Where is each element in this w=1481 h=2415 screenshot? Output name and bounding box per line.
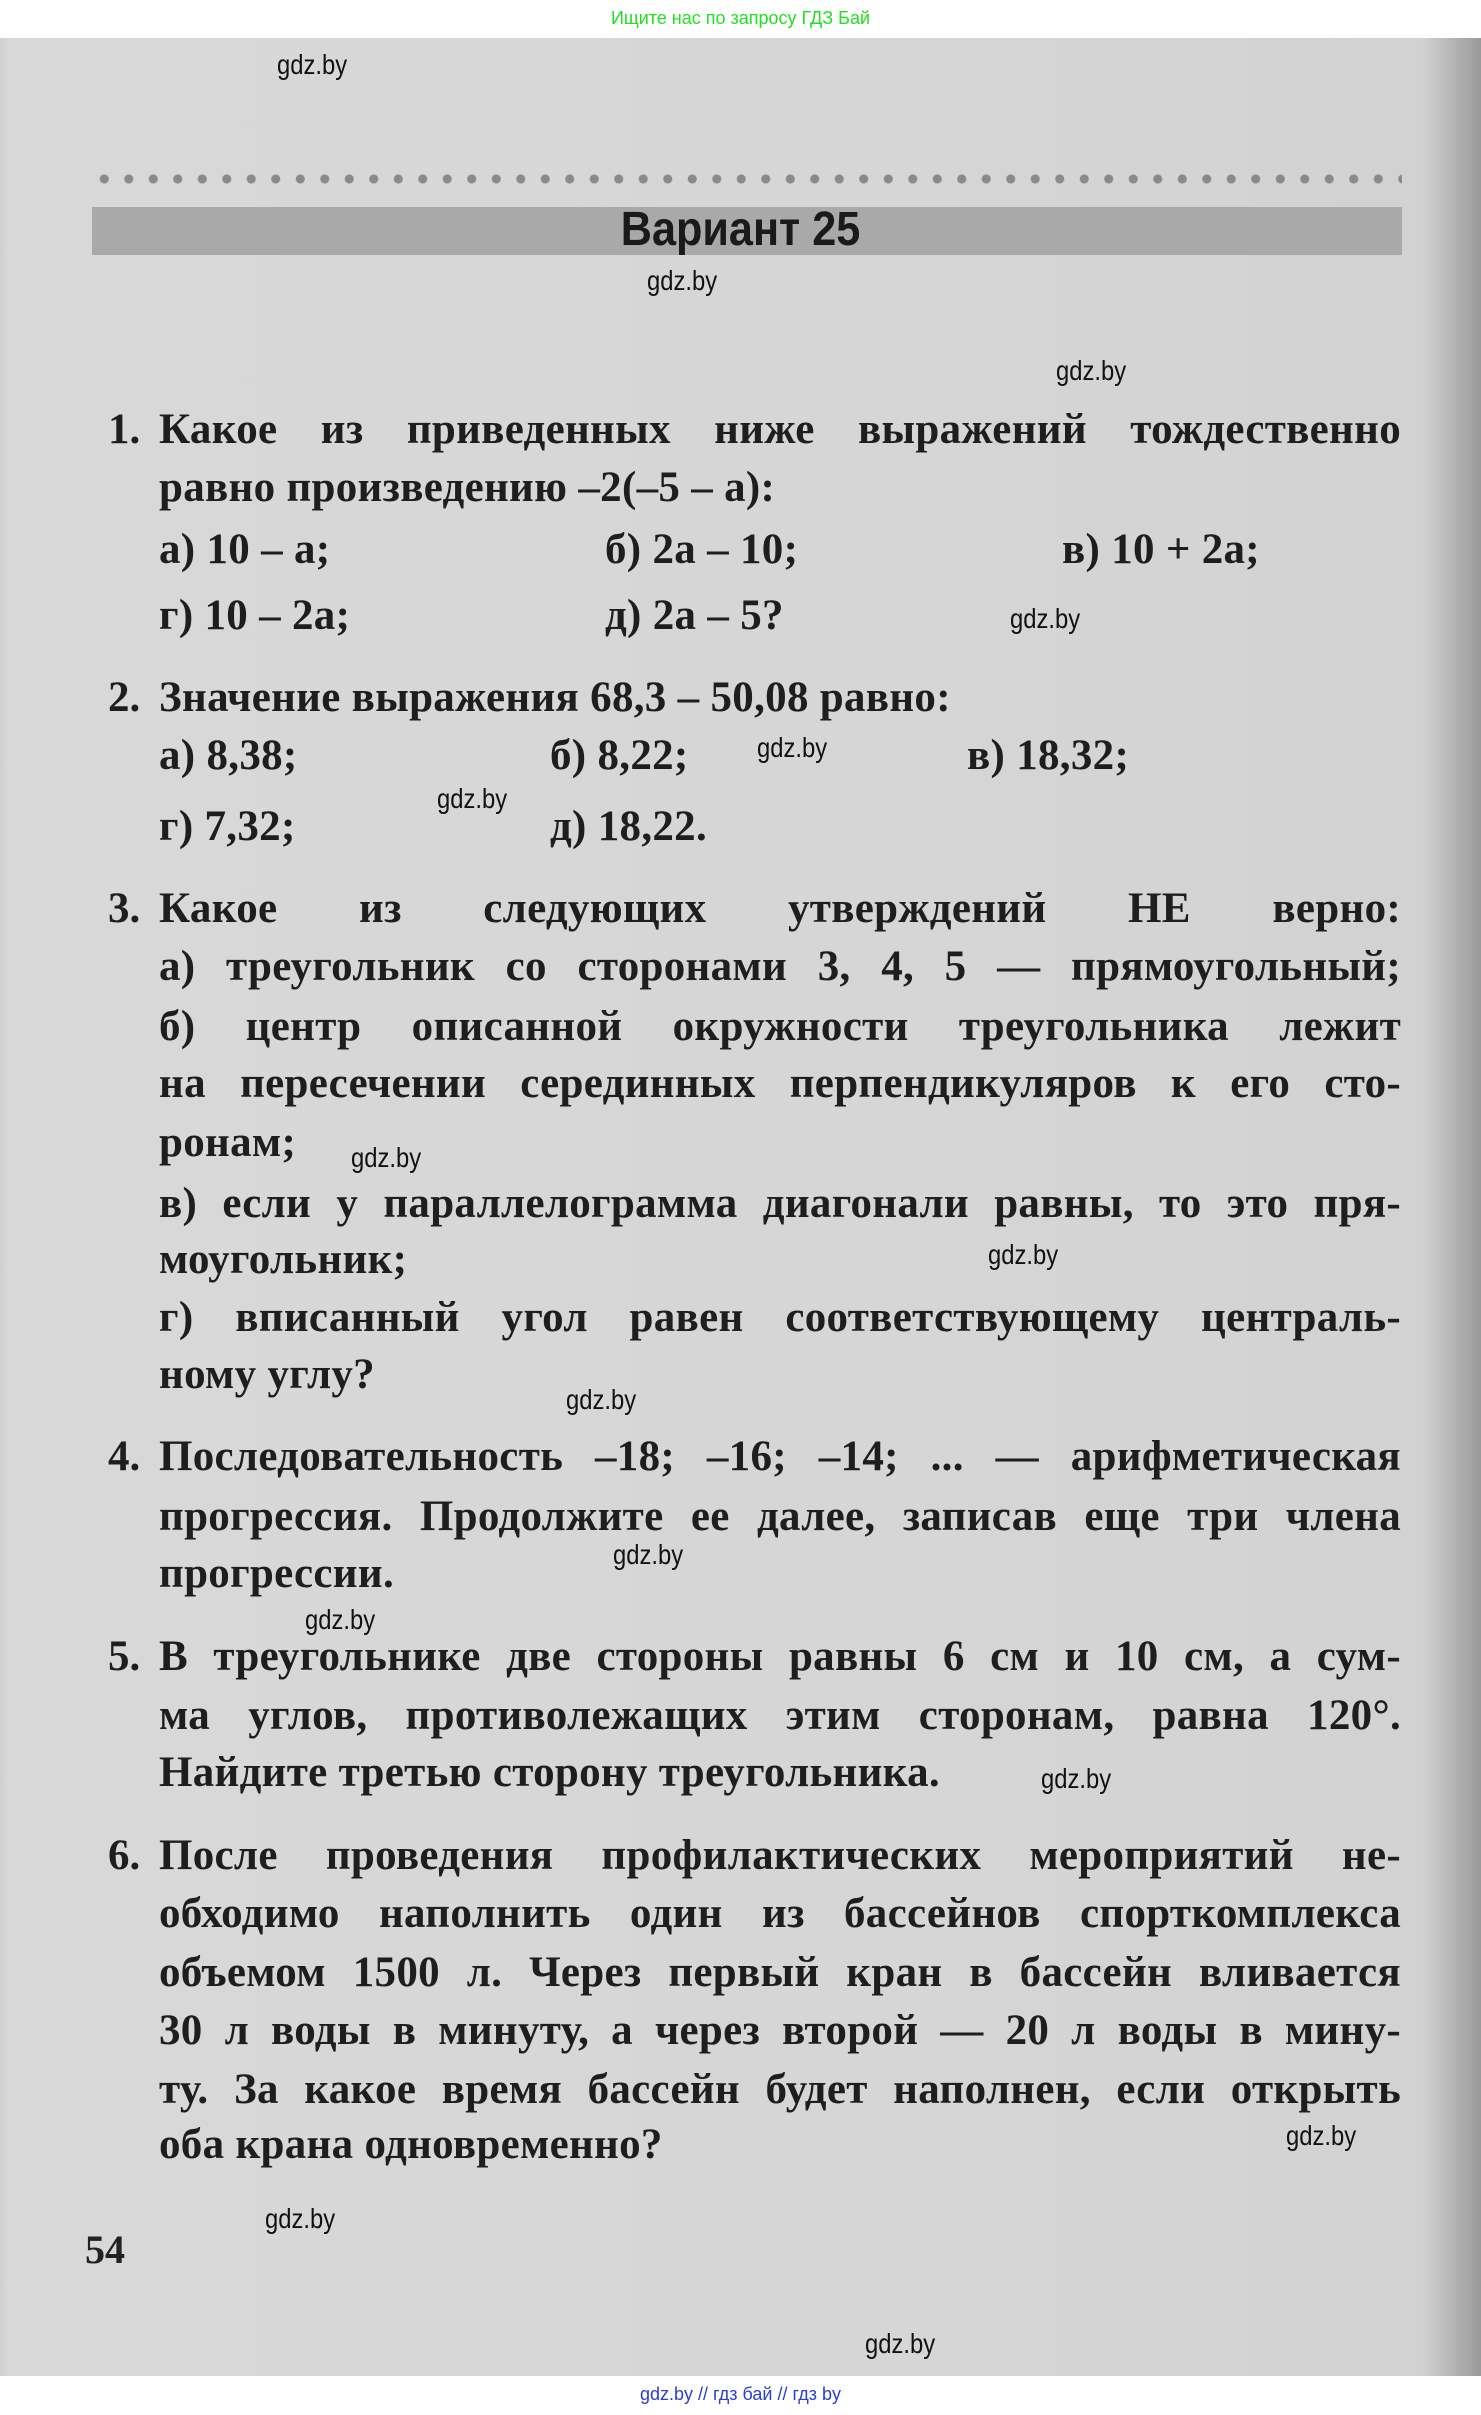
page-number: 54 [85,2227,125,2272]
watermark-text: gdz.by [647,265,718,296]
dotted-divider [92,170,1402,188]
question-text-line: Значение выражения 68,3 – 50,08 равно: [159,674,951,721]
question-number: 2. [108,674,141,721]
answer-option: г) 10 – 2a; [159,592,351,639]
question-text-line: моугольник; [159,1236,408,1283]
answer-option: д) 18,22. [550,803,708,850]
question-text-line: объемом 1500 л. Через первый кран в бассейн вливается [159,1949,1401,1996]
watermark-text: gdz.by [1056,355,1127,386]
watermark-text: gdz.by [277,49,348,80]
question-text-line: В треугольнике две стороны равны 6 см и 10 см, а сум- [159,1633,1401,1680]
watermark-text: gdz.by [1010,603,1081,634]
question-text-line: ронам; [159,1119,297,1166]
watermark-text: gdz.by [566,1384,637,1415]
watermark-text: gdz.by [437,783,508,814]
question-text-line: прогрессия. Продолжите ее далее, записав еще три члена [159,1493,1401,1540]
question-number: 6. [108,1832,141,1879]
question-text-line: оба крана одновременно? [159,2121,663,2168]
question-text-line: Какое из следующих утверждений НЕ верно: [159,885,1401,932]
answer-option: а) 10 – a; [159,526,331,573]
question-text-line: Найдите третью сторону треугольника. [159,1749,940,1796]
answer-option: б) 8,22; [550,732,689,779]
question-text-line: на пересечении серединных перпендикуляров к его сто- [159,1060,1401,1107]
watermark-text: gdz.by [865,2328,936,2359]
question-text-line: Последовательность –18; –16; –14; ... — арифметическая [159,1433,1401,1480]
watermark-text: gdz.by [613,1539,684,1570]
question-text-line: равно произведению –2(–5 – a): [159,464,776,511]
question-text-line: б) центр описанной окружности треугольника лежит [159,1003,1401,1050]
question-text-line: ному углу? [159,1351,375,1398]
watermark-text: gdz.by [1041,1763,1112,1794]
question-text-line: прогрессии. [159,1550,395,1597]
question-text-line: ма углов, противолежащих этим сторонам, равна 120°. [159,1692,1401,1739]
watermark-text: gdz.by [1286,2120,1357,2151]
page-title: Вариант 25 [620,203,861,256]
watermark-text: gdz.by [988,1239,1059,1270]
answer-option: д) 2a – 5? [605,592,784,639]
answer-option: в) 10 + 2a; [1062,526,1260,573]
question-text-line: обходимо наполнить один из бассейнов спорткомплекса [159,1890,1401,1937]
question-text-line: г) вписанный угол равен соответствующему централь- [159,1294,1401,1341]
question-number: 4. [108,1433,141,1480]
watermark-text: gdz.by [351,1142,422,1173]
answer-option: г) 7,32; [159,803,296,850]
question-number: 3. [108,885,141,932]
question-text-line: в) если у параллелограмма диагонали равны, то это пря- [159,1180,1401,1227]
watermark-text: gdz.by [757,732,828,763]
watermark-text: gdz.by [305,1604,376,1635]
question-text-line: а) треугольник со сторонами 3, 4, 5 — прямоугольный; [159,943,1401,990]
answer-option: а) 8,38; [159,732,298,779]
question-text-line: После проведения профилактических мероприятий не- [159,1832,1401,1879]
question-text-line: ту. За какое время бассейн будет наполнен, если открыть [159,2066,1401,2113]
answer-option: б) 2a – 10; [605,526,799,573]
question-text-line: Какое из приведенных ниже выражений тождественно [159,406,1401,453]
top-banner[interactable]: Ищите нас по запросу ГДЗ Бай [610,8,871,28]
watermark-text: gdz.by [265,2203,336,2234]
question-number: 1. [108,406,141,453]
question-number: 5. [108,1633,141,1680]
bottom-banner[interactable]: gdz.by // гдз бай // гдз by [639,2384,842,2404]
answer-option: в) 18,32; [967,732,1130,779]
question-text-line: 30 л воды в минуту, а через второй — 20 л воды в мину- [159,2007,1401,2054]
